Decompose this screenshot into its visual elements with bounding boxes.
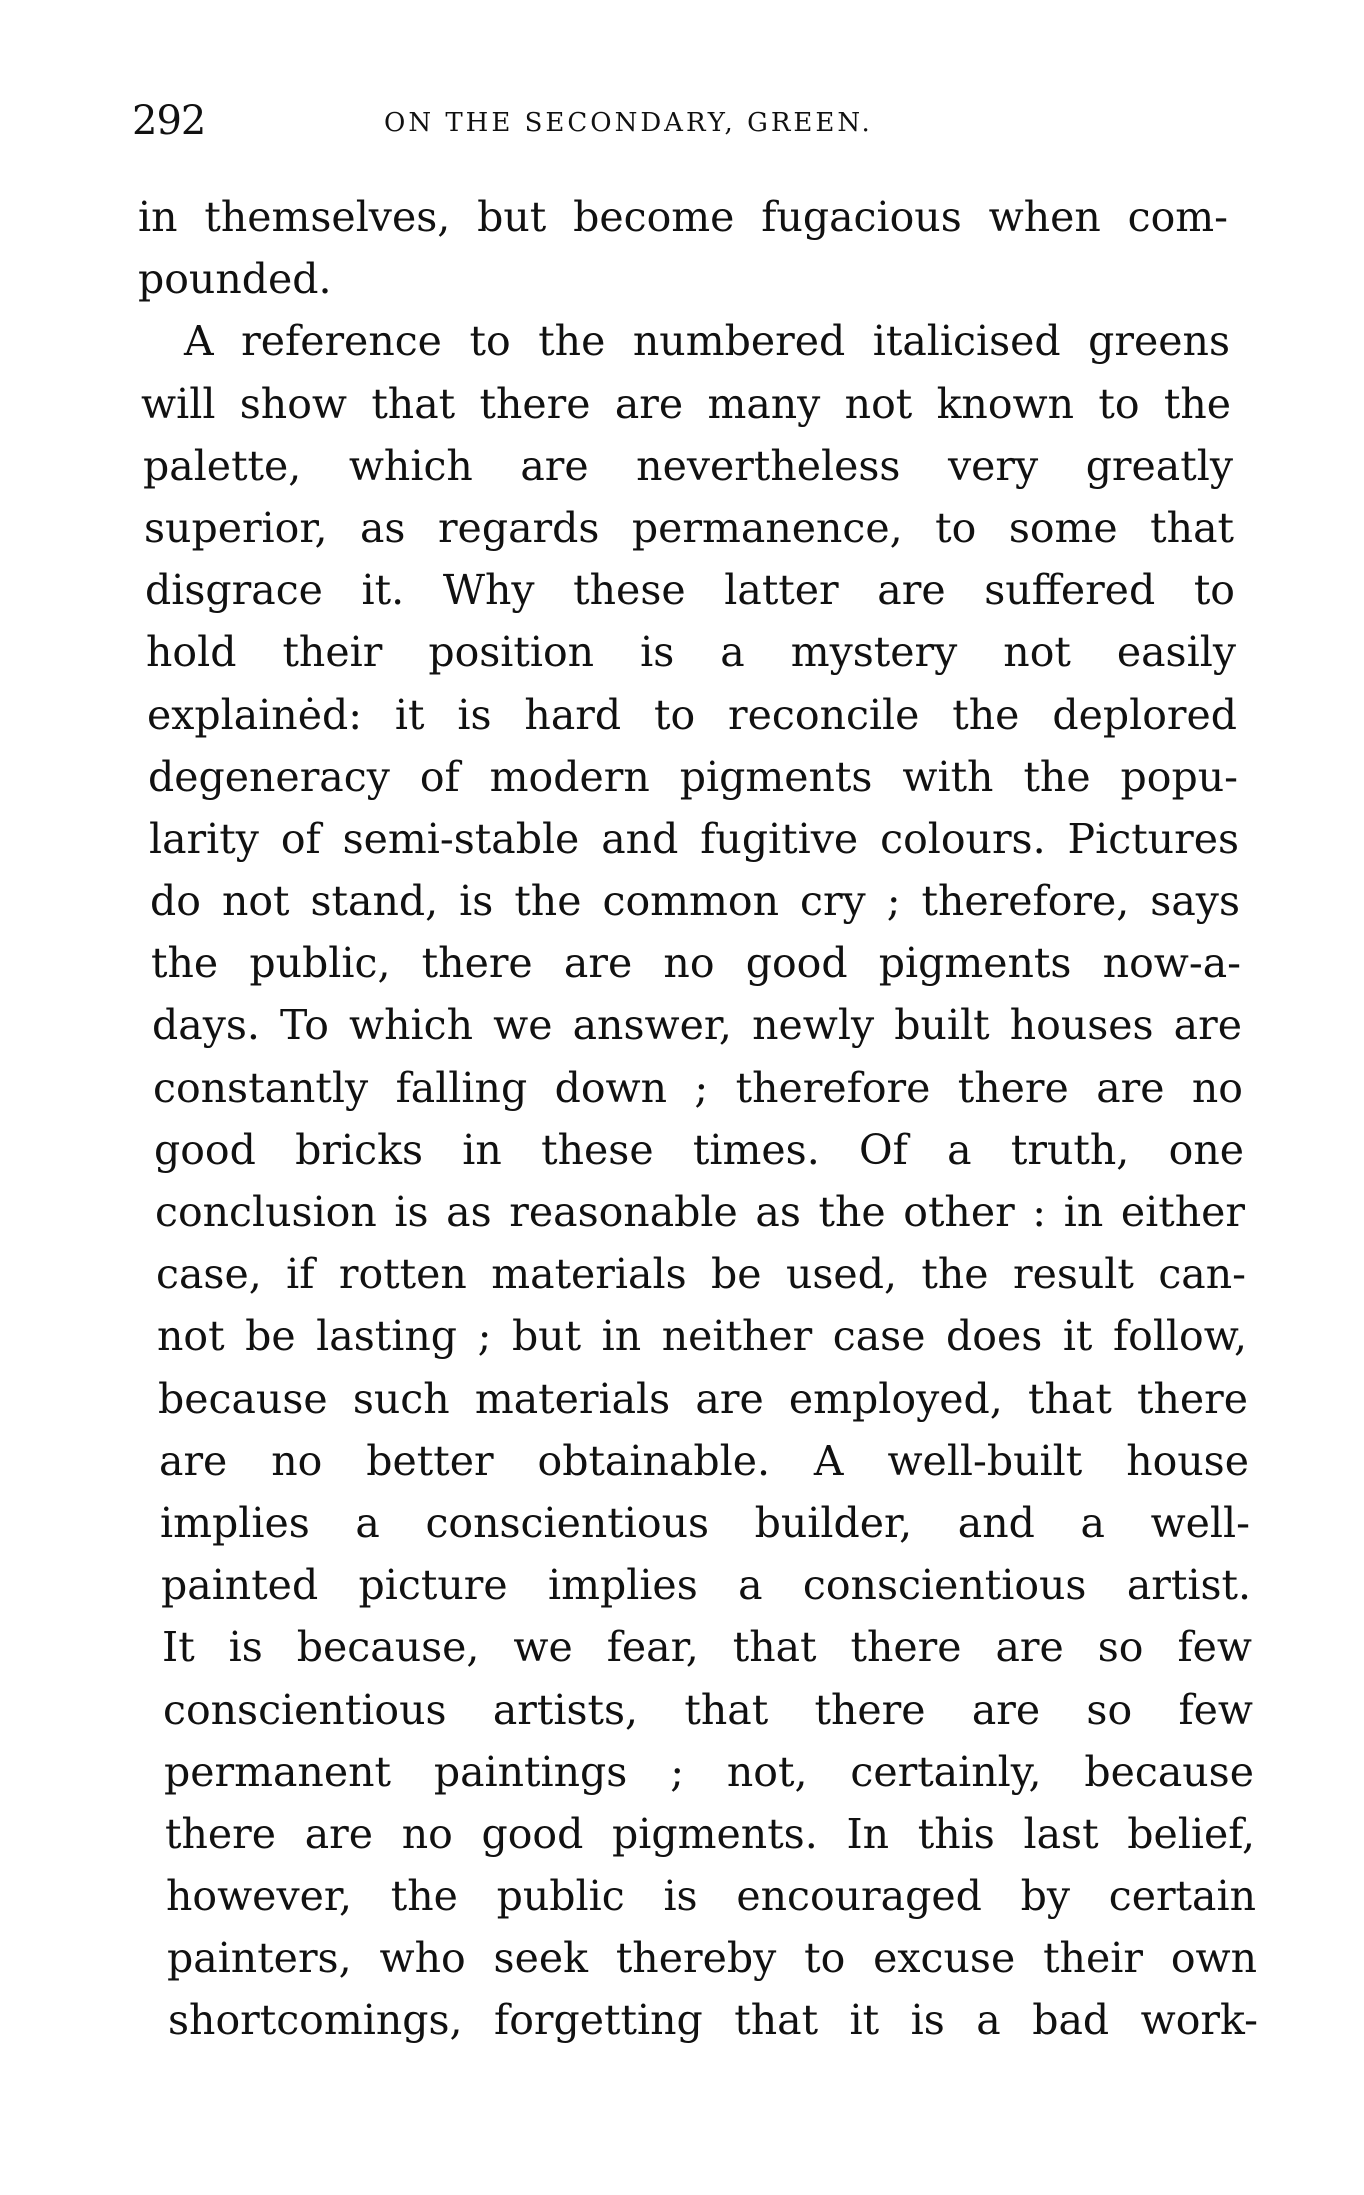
text-line: painters, who seek thereby to excuse their own xyxy=(167,1934,1257,1983)
text-line: constantly falling down ; therefore there are no xyxy=(153,1063,1243,1112)
text-line: days. To which we answer, newly built houses are xyxy=(152,1001,1242,1050)
text-line: disgrace it. Why these latter are suffered to xyxy=(145,566,1235,615)
text-line: hold their position is a mystery not easily xyxy=(146,628,1236,677)
text-line: painted picture implies a conscientious artist. xyxy=(161,1561,1251,1610)
text-line: implies a conscientious builder, and a well- xyxy=(160,1498,1250,1547)
text-line: superior, as regards permanence, to some that xyxy=(144,503,1234,552)
text-line: pounded. xyxy=(138,255,332,304)
text-line: permanent paintings ; not, certainly, because xyxy=(164,1747,1254,1796)
page-header xyxy=(132,96,1232,146)
text-line: larity of semi-stable and fugitive colours. Pictures xyxy=(149,814,1239,863)
text-line: shortcomings, forgetting that it is a bad work- xyxy=(168,1996,1258,2045)
text-line: there are no good pigments. In this last belief, xyxy=(165,1809,1255,1858)
text-line: degeneracy of modern pigments with the popu- xyxy=(148,752,1238,801)
text-line: It is because, we fear, that there are so few xyxy=(162,1623,1252,1672)
page-number: 292 xyxy=(132,98,206,144)
text-line: conscientious artists, that there are so few xyxy=(163,1685,1253,1734)
text-line: do not stand, is the common cry ; therefore, says xyxy=(150,877,1240,926)
text-line: because such materials are employed, that there xyxy=(158,1374,1248,1423)
text-line: conclusion is as reasonable as the other : in either xyxy=(155,1188,1245,1236)
text-line: the public, there are no good pigments now-a- xyxy=(151,939,1241,988)
text-line: good bricks in these times. Of a truth, one xyxy=(154,1125,1244,1174)
text-line: will show that there are many not known to the xyxy=(141,379,1231,428)
text-line: are no better obtainable. A well-built house xyxy=(159,1436,1249,1485)
text-line: in themselves, but become fugacious when com- xyxy=(138,193,1228,241)
running-head: ON THE SECONDARY, GREEN. xyxy=(384,108,873,138)
text-line: however, the public is encouraged by certain xyxy=(166,1872,1256,1921)
paragraph-start-line: A reference to the numbered italicised greens xyxy=(184,317,1230,366)
text-line: not be lasting ; but in neither case does it follow, xyxy=(157,1312,1247,1361)
text-line: explainėd: it is hard to reconcile the deplored xyxy=(147,690,1237,739)
body-text xyxy=(138,186,1258,2052)
text-line: case, if rotten materials be used, the result can- xyxy=(156,1250,1246,1299)
text-line: palette, which are nevertheless very greatly xyxy=(143,441,1233,490)
